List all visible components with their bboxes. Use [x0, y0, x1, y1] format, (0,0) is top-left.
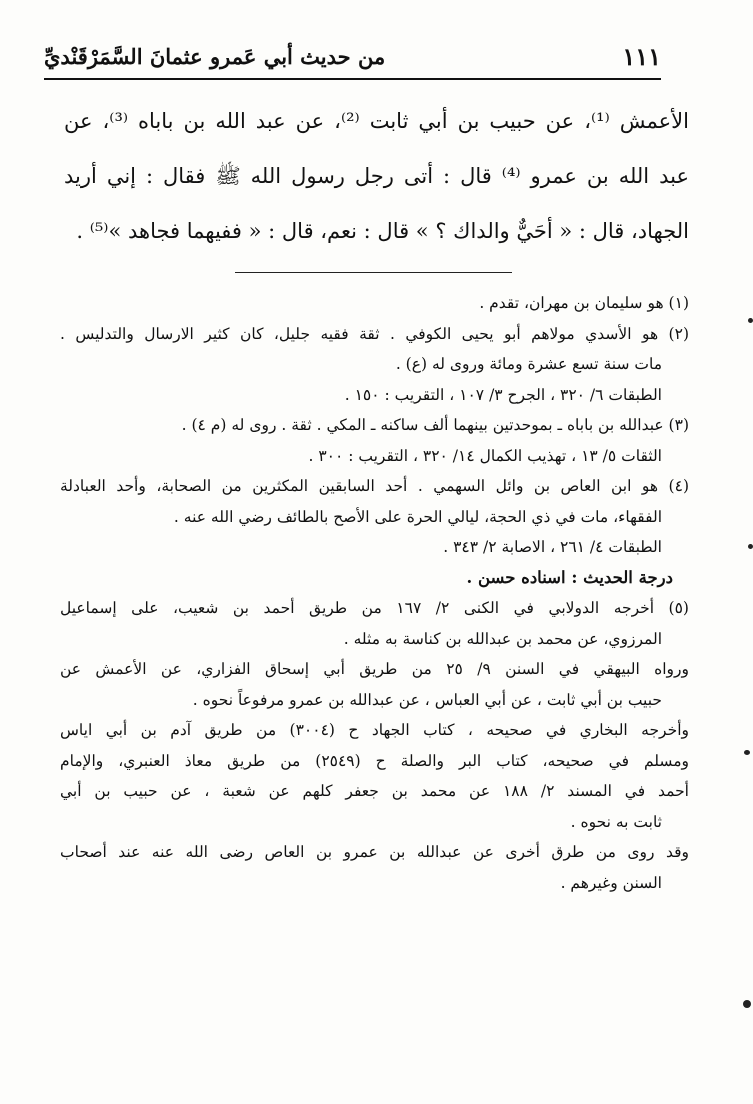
- footnote-line: (٥) أخرجه الدولابي في الكنى ٢/ ١٦٧ من طريق أحمد بن شعيب، على إسماعيل: [60, 599, 689, 617]
- footnote-line: ومسلم في صحيحه، كتاب البر والصلة ح (٢٥٤٩) من طريق معاذ العنبري، والإمام: [60, 751, 689, 770]
- body-line: عبد الله بن عمرو ⁽⁴⁾ قال : أتى رجل رسول الله ﷺ فقال : إني أريد: [64, 164, 689, 188]
- page-header: [44, 38, 661, 80]
- footnote-line: أحمد في المسند ٢/ ١٨٨ عن محمد بن جعفر كلهم عن شعبة ، عن حبيب بن أبي: [60, 782, 689, 800]
- footnote-line: ورواه البيهقي في السنن ٩/ ٢٥ من طريق أبي إسحاق الفزاري، عن الأعمش عن: [60, 660, 689, 678]
- hadith-grade: درجة الحديث : اسناده حسن .: [466, 567, 673, 587]
- scan-speck: [744, 750, 750, 755]
- page-number: ١١١: [622, 42, 661, 71]
- footnote-line: (١) هو سليمان بن مهران، تقدم .: [479, 294, 689, 312]
- body-line: الجهاد، قال : « أحَيٌّ والداك ؟ » قال : نعم، قال : « ففيهما فجاهد »⁽⁵⁾ .: [76, 219, 689, 243]
- running-title: من حديث أبي عَمرو عثمانَ السَّمَرْقَنْديِّ: [44, 44, 386, 69]
- footnote-line: ثابت به نحوه .: [570, 812, 662, 831]
- footnote-line: (٤) هو ابن العاص بن وائل السهمي . أحد السابقين المكثرين من الصحابة، وأحد العبادلة: [60, 477, 689, 495]
- footnote-line: وقد روى من طرق أخرى عن عبدالله بن عمرو بن العاص رضى الله عنه عند أصحاب: [60, 843, 689, 861]
- footnote-line: الثقات ٥/ ١٣ ، تهذيب الكمال ١٤/ ٣٢٠ ، التقريب : ٣٠٠ .: [308, 446, 662, 465]
- scan-speck: [748, 544, 753, 549]
- footnote-line: وأخرجه البخاري في صحيحه ، كتاب الجهاد ح (٣٠٠٤) من طريق آدم بن أبي اياس: [60, 721, 689, 739]
- footnote-line: (٣) عبدالله بن باباه ـ بموحدتين بينهما ألف ساكنه ـ المكي . ثقة . روى له (م ٤) .: [181, 416, 689, 434]
- footnote-line: الطبقات ٦/ ٣٢٠ ، الجرح ٣/ ١٠٧ ، التقريب : ١٥٠ .: [344, 385, 662, 404]
- scan-speck: [748, 318, 753, 323]
- footnote-line: مات سنة تسع عشرة ومائة وروى له (ع) .: [395, 355, 662, 373]
- footnote-separator: [235, 272, 512, 273]
- footnote-line: المرزوي، عن محمد بن عبدالله بن كناسة به مثله .: [343, 629, 662, 648]
- footnote-line: حبيب بن أبي ثابت ، عن أبي العباس ، عن عبدالله بن عمرو مرفوعاً نحوه .: [192, 690, 662, 709]
- footnote-line: السنن وغيرهم .: [560, 873, 662, 892]
- footnote-line: (٢) هو الأسدي مولاهم أبو يحيى الكوفي . ثقة فقيه جليل، كان كثير الارسال والتدليس .: [60, 324, 689, 343]
- footnote-line: الفقهاء، مات في ذي الحجة، ليالي الحرة على الأصح بالطائف رضي الله عنه .: [173, 507, 662, 526]
- footnote-line: الطبقات ٤/ ٢٦١ ، الاصابة ٢/ ٣٤٣ .: [443, 538, 662, 556]
- scan-speck: [743, 1000, 751, 1008]
- footnotes: [60, 288, 689, 898]
- hadith-text: [64, 94, 689, 259]
- body-line: الأعمش ⁽¹⁾، عن حبيب بن أبي ثابت ⁽²⁾، عن عبد الله بن باباه ⁽³⁾، عن: [64, 109, 689, 133]
